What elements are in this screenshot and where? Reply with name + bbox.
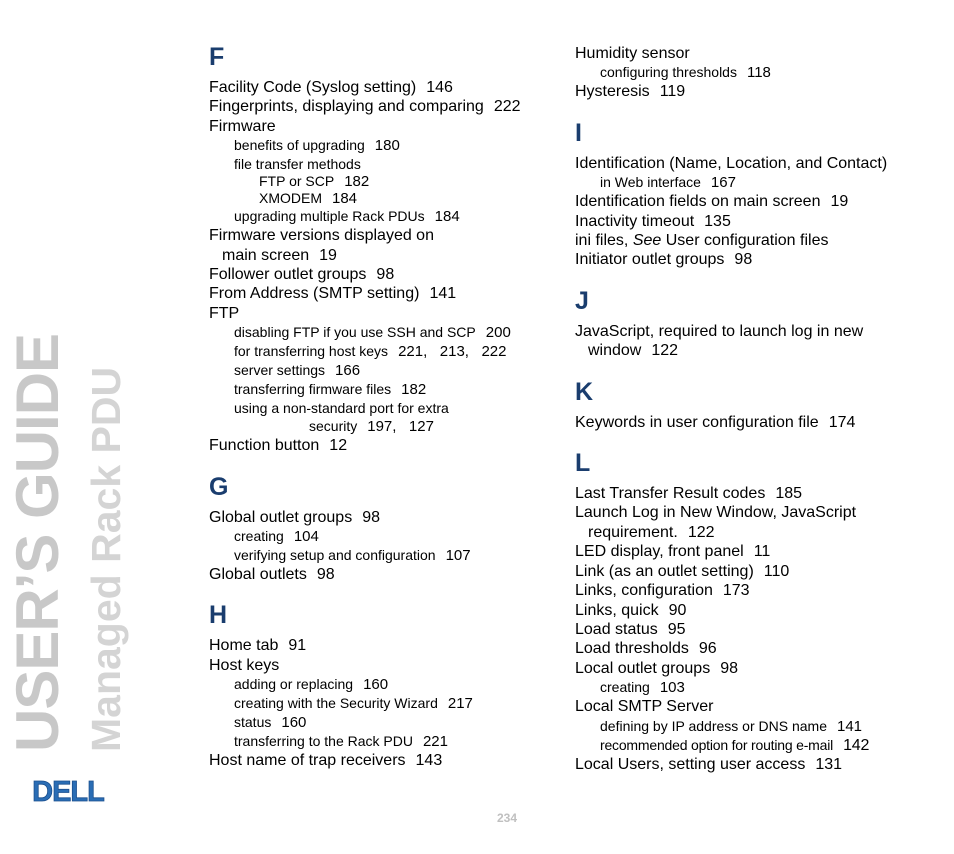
page-ref: 11 — [753, 543, 771, 561]
page-ref: 98 — [734, 251, 753, 269]
page-ref: 160 — [281, 714, 307, 732]
page-ref: 98 — [720, 659, 738, 677]
page-ref: 221 — [422, 733, 448, 751]
index-subentry: creating 103 — [600, 679, 685, 697]
index-entry: Host name of trap receivers 143 — [209, 752, 443, 770]
index-subentry: in Web interface 167 — [600, 174, 736, 192]
page-ref: 118 — [746, 64, 771, 82]
page-ref: 98 — [376, 266, 395, 284]
index-entry: ini files, See User configuration files — [575, 232, 829, 250]
page-ref: 98 — [316, 566, 335, 584]
section-letter: H — [209, 601, 228, 630]
index-subentry: verifying setup and configuration 107 — [234, 547, 471, 565]
index-entry: Load status 95 — [575, 620, 686, 638]
index-subentry: creating with the Security Wizard 217 — [234, 695, 473, 713]
index-entry: Identification (Name, Location, and Contact) — [575, 154, 888, 172]
page-ref: 12 — [329, 437, 348, 455]
index-entry: Local Users, setting user access 131 — [575, 755, 843, 773]
index-entry: Local SMTP Server — [575, 698, 714, 716]
index-entry: Fingerprints, displaying and comparing 222 — [209, 98, 521, 116]
index-entry: Keywords in user configuration file 174 — [575, 413, 856, 431]
index-subentry: status 160 — [234, 714, 307, 732]
page-ref: 131 — [815, 755, 843, 773]
index-entry: LED display, front panel 11 — [575, 543, 771, 561]
page-ref: 90 — [668, 601, 687, 619]
page-ref: 122 — [687, 523, 715, 541]
section-letter: F — [209, 43, 225, 71]
section-letter: K — [575, 377, 594, 406]
index-subentry: recommended option for routing e-mail 142 — [600, 736, 870, 754]
page-ref: 166 — [335, 362, 361, 380]
page-ref: 185 — [775, 485, 803, 503]
index-section-l — [575, 448, 935, 774]
index-section-j — [575, 286, 935, 361]
page-ref: 184 — [332, 190, 358, 208]
section-letter: L — [575, 449, 591, 478]
page-ref: 142 — [843, 736, 870, 754]
index-subentry: transferring firmware files 182 — [234, 381, 427, 399]
index-entry: Initiator outlet groups 98 — [575, 251, 753, 269]
index-section-i — [575, 118, 935, 270]
page-ref: 180 — [374, 137, 400, 155]
index-subentry: adding or replacing 160 — [234, 676, 389, 694]
index-entry: Firmware versions displayed on main screen 19 — [209, 227, 434, 264]
index-entry: Firmware — [209, 117, 276, 135]
index-section-f — [209, 42, 549, 456]
page-ref: 122 — [651, 342, 679, 360]
page-ref: 222 — [493, 98, 521, 116]
page-ref: 146 — [426, 79, 453, 96]
index-subentry: transferring to the Rack PDU 221 — [234, 733, 448, 751]
page-ref: 182 — [401, 381, 427, 399]
index-subentry: server settings 166 — [234, 362, 361, 380]
section-letter: I — [575, 118, 582, 147]
index-section-g — [209, 472, 549, 585]
index-subentry: upgrading multiple Rack PDUs 184 — [234, 208, 460, 226]
index-subentry: configuring thresholds 118 — [600, 64, 771, 82]
index-section-h — [209, 600, 549, 770]
index-entry: Global outlet groups 98 — [209, 508, 380, 526]
section-letter: G — [209, 472, 229, 501]
index-subentry: disabling FTP if you use SSH and SCP 200 — [234, 324, 511, 342]
index-subentry: creating 104 — [234, 528, 319, 546]
page-ref: 173 — [722, 582, 750, 600]
page-ref: 141 — [836, 717, 863, 735]
page-ref: 19 — [830, 193, 849, 211]
index-subentry: using a non-standard port for extra security 197, 127 — [234, 400, 449, 436]
page-ref: 107 — [445, 547, 471, 565]
page-number: 234 — [496, 811, 518, 825]
index-subentry: defining by IP address or DNS name 141 — [600, 717, 863, 735]
page-ref: 217 — [447, 695, 473, 713]
page-ref: 98 — [362, 508, 380, 526]
index-entry: Global outlets 98 — [209, 566, 335, 584]
index-column-left — [209, 44, 549, 789]
svg-text:DELL: DELL — [32, 776, 104, 806]
index-entry: Links, configuration 173 — [575, 582, 750, 600]
page-ref: 160 — [363, 676, 389, 694]
index-entry: Identification fields on main screen 19 — [575, 193, 849, 211]
page-ref: 104 — [293, 528, 319, 546]
page-ref: 197, 127 — [367, 418, 434, 436]
page-ref: 95 — [667, 620, 686, 638]
product-vertical-title: Managed Rack PDU — [83, 366, 129, 752]
index-section-h-continued — [575, 44, 935, 102]
page-ref: 184 — [434, 208, 460, 226]
page-ref: 182 — [344, 173, 370, 191]
page-ref: 110 — [763, 562, 790, 580]
index-entry: From Address (SMTP setting) 141 — [209, 285, 457, 303]
index-entry: Links, quick 90 — [575, 601, 687, 619]
index-entry: Humidity sensor — [575, 45, 690, 62]
index-entry: Home tab 91 — [209, 637, 307, 655]
index-entry: Host keys — [209, 656, 280, 674]
index-subentry: for transferring host keys 221, 213, 222 — [234, 343, 507, 361]
index-entry: Local outlet groups 98 — [575, 659, 738, 677]
page-ref: 174 — [828, 413, 856, 431]
page-ref: 200 — [485, 324, 511, 342]
index-subentry: benefits of upgrading 180 — [234, 137, 400, 155]
index-entry: FTP — [209, 304, 240, 322]
page-ref: 141 — [429, 285, 457, 303]
page-ref: 135 — [704, 212, 731, 230]
index-entry: Follower outlet groups 98 — [209, 266, 395, 284]
page-ref: 167 — [710, 174, 736, 192]
index-entry: Function button 12 — [209, 437, 348, 455]
index-entry: Launch Log in New Window, JavaScript requirement. 122 — [575, 504, 857, 541]
page-ref: 143 — [415, 752, 443, 770]
page-ref: 96 — [698, 640, 717, 658]
page-ref: 91 — [288, 637, 307, 655]
users-guide-vertical-title: USER’S GUIDE — [4, 333, 71, 752]
dell-logo-icon — [24, 776, 112, 806]
index-section-k — [575, 377, 935, 432]
page-ref: 221, 213, 222 — [398, 343, 507, 361]
index-entry: Load thresholds 96 — [575, 640, 717, 658]
page-ref: 19 — [319, 246, 337, 264]
index-subsubentry: FTP or SCP 182 — [259, 173, 370, 191]
index-subentry: file transfer methods — [234, 156, 361, 173]
side-branding — [0, 0, 160, 854]
section-letter: J — [575, 286, 589, 315]
index-entry: Inactivity timeout 135 — [575, 212, 731, 230]
index-entry: Hysteresis 119 — [575, 83, 686, 101]
page-ref: 103 — [659, 679, 685, 697]
index-entry: JavaScript, required to launch log in new window 122 — [575, 322, 864, 360]
index-entry: Last Transfer Result codes 185 — [575, 485, 803, 503]
index-entry: Link (as an outlet setting) 110 — [575, 562, 790, 580]
index-subsubentry: XMODEM 184 — [259, 190, 358, 208]
see-reference: See — [632, 232, 662, 250]
index-column-right — [575, 44, 935, 792]
index-entry: Facility Code (Syslog setting) 146 — [209, 79, 453, 96]
page-ref: 119 — [659, 83, 686, 101]
